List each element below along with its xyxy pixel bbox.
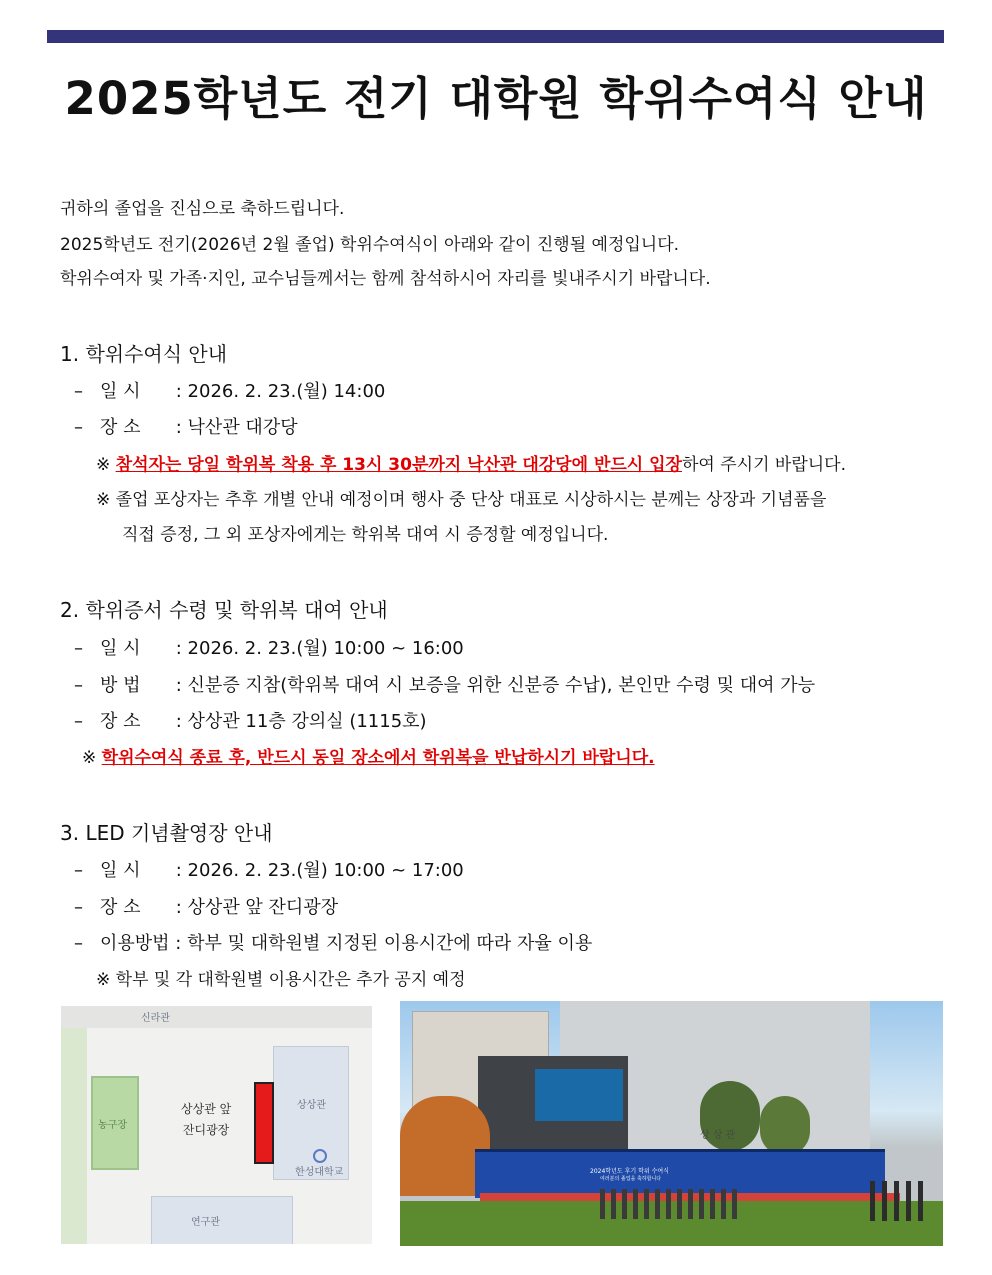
intro-line-2: 2025학년도 전기(2026년 2월 졸업) 학위수여식이 아래와 같이 진행될 예정입니다.	[60, 235, 680, 255]
s1-note-1	[96, 450, 846, 475]
led-photo-zone-image	[400, 1001, 943, 1246]
map-top-road-label: 신라관	[141, 1013, 170, 1024]
note-mark: ※	[96, 455, 111, 475]
map-lawn-label-line-1: 상상관 앞	[181, 1102, 232, 1116]
photo-banner-line-1: 2024학년도 후기 학위 수여식	[590, 1168, 669, 1175]
map-university-label: 한성대학교	[295, 1167, 344, 1178]
s2-place-value: 상상관 11층 강의실 (1115호)	[187, 711, 427, 732]
map-building-label: 상상관	[297, 1100, 326, 1111]
dash: –	[74, 711, 83, 732]
s3-note	[96, 965, 466, 990]
s1-note-2-line-2: 직접 증정, 그 외 포상자에게는 학위복 대여 시 증정할 예정입니다.	[122, 525, 609, 545]
colon: :	[175, 675, 182, 696]
section-3-heading: 3. LED 기념촬영장 안내	[60, 821, 273, 845]
s1-note-2	[96, 485, 826, 510]
label: 장 소	[100, 417, 141, 438]
map-building-research	[151, 1196, 293, 1244]
dash: –	[74, 897, 83, 918]
s2-date-value: 2026. 2. 23.(월) 10:00 ~ 16:00	[187, 638, 464, 659]
note-mark: ※	[96, 970, 111, 990]
map-lawn-label	[181, 1099, 231, 1141]
s3-usage-row	[74, 929, 592, 955]
note-mark: ※	[82, 748, 97, 768]
s1-place-value: 낙산관 대강당	[187, 417, 298, 438]
colon: :	[175, 860, 182, 881]
s3-note-text: 학부 및 각 대학원별 이용시간은 추가 공지 예정	[115, 970, 466, 990]
photo-building-sign: 상 상 관	[700, 1130, 736, 1141]
label: 일 시	[100, 860, 141, 881]
colon: :	[175, 711, 182, 732]
s3-usage-value: 학부 및 대학원별 지정된 이용시간에 따라 자율 이용	[187, 933, 593, 954]
top-accent-bar	[47, 30, 944, 43]
s2-note-emphasis: 학위수여식 종료 후, 반드시 동일 장소에서 학위복을 반납하시기 바랍니다.	[101, 748, 655, 768]
s1-date-row	[74, 377, 385, 403]
map-green-strip	[61, 1028, 87, 1244]
label: 일 시	[100, 638, 141, 659]
map-court-label: 농구장	[98, 1120, 127, 1131]
dash: –	[74, 675, 83, 696]
colon: :	[175, 897, 182, 918]
s2-note	[82, 743, 655, 768]
intro-line-3: 학위수여자 및 가족·지인, 교수님들께서는 함께 참석하시어 자리를 빛내주시기 바랍니다.	[60, 269, 711, 289]
s1-date-value: 2026. 2. 23.(월) 14:00	[187, 381, 386, 402]
photo-banner-line-2: 여러분의 졸업을 축하합니다	[600, 1176, 662, 1182]
s1-note-1-emphasis: 참석자는 당일 학위복 착용 후 13시 30분까지 낙산관 대강당에 반드시 입장	[115, 455, 682, 475]
map-top-road	[61, 1006, 372, 1028]
dash: –	[74, 638, 83, 659]
dash: –	[74, 381, 83, 402]
colon: :	[175, 638, 182, 659]
colon: :	[175, 933, 182, 954]
s1-place-row	[74, 413, 298, 439]
dash: –	[74, 417, 83, 438]
map-location-pin-icon	[313, 1149, 327, 1163]
label: 장 소	[100, 711, 141, 732]
s2-method-row	[74, 671, 815, 697]
campus-map	[61, 1006, 372, 1244]
label: 장 소	[100, 897, 141, 918]
photo-led-screen	[535, 1069, 623, 1121]
map-building-sangsang	[273, 1046, 349, 1180]
section-2-heading: 2. 학위증서 수령 및 학위복 대여 안내	[60, 598, 388, 622]
label: 일 시	[100, 381, 141, 402]
s1-note-1-rest: 하여 주시기 바랍니다.	[681, 455, 846, 475]
s3-place-value: 상상관 앞 잔디광장	[187, 897, 339, 918]
s3-place-row	[74, 893, 338, 919]
map-bottom-label: 연구관	[191, 1217, 220, 1228]
label: 방 법	[100, 675, 141, 696]
colon: :	[175, 417, 182, 438]
photo-tree-2	[760, 1096, 810, 1156]
colon: :	[175, 381, 182, 402]
dash: –	[74, 933, 83, 954]
s2-place-row	[74, 707, 427, 733]
dash: –	[74, 860, 83, 881]
s2-date-row	[74, 634, 464, 660]
photo-crowd-right	[870, 1181, 930, 1221]
map-lawn-label-line-2: 잔디광장	[182, 1123, 230, 1137]
page-title: 2025학년도 전기 대학원 학위수여식 안내	[64, 72, 928, 125]
s3-date-row	[74, 856, 464, 882]
s2-method-value: 신분증 지참(학위복 대여 시 보증을 위한 신분증 수납), 본인만 수령 및 대여 가능	[187, 675, 815, 696]
note-mark: ※	[96, 490, 111, 510]
label: 이용방법	[100, 933, 170, 954]
s3-date-value: 2026. 2. 23.(월) 10:00 ~ 17:00	[187, 860, 464, 881]
s1-note-2-line-1: 졸업 포상자는 추후 개별 안내 예정이며 행사 중 단상 대표로 시상하시는 분께는 상장과 기념품을	[115, 490, 827, 510]
photo-crowd	[600, 1189, 740, 1219]
section-1-heading: 1. 학위수여식 안내	[60, 342, 228, 366]
intro-line-1: 귀하의 졸업을 진심으로 축하드립니다.	[60, 199, 345, 219]
map-lawn-marker	[254, 1082, 274, 1164]
